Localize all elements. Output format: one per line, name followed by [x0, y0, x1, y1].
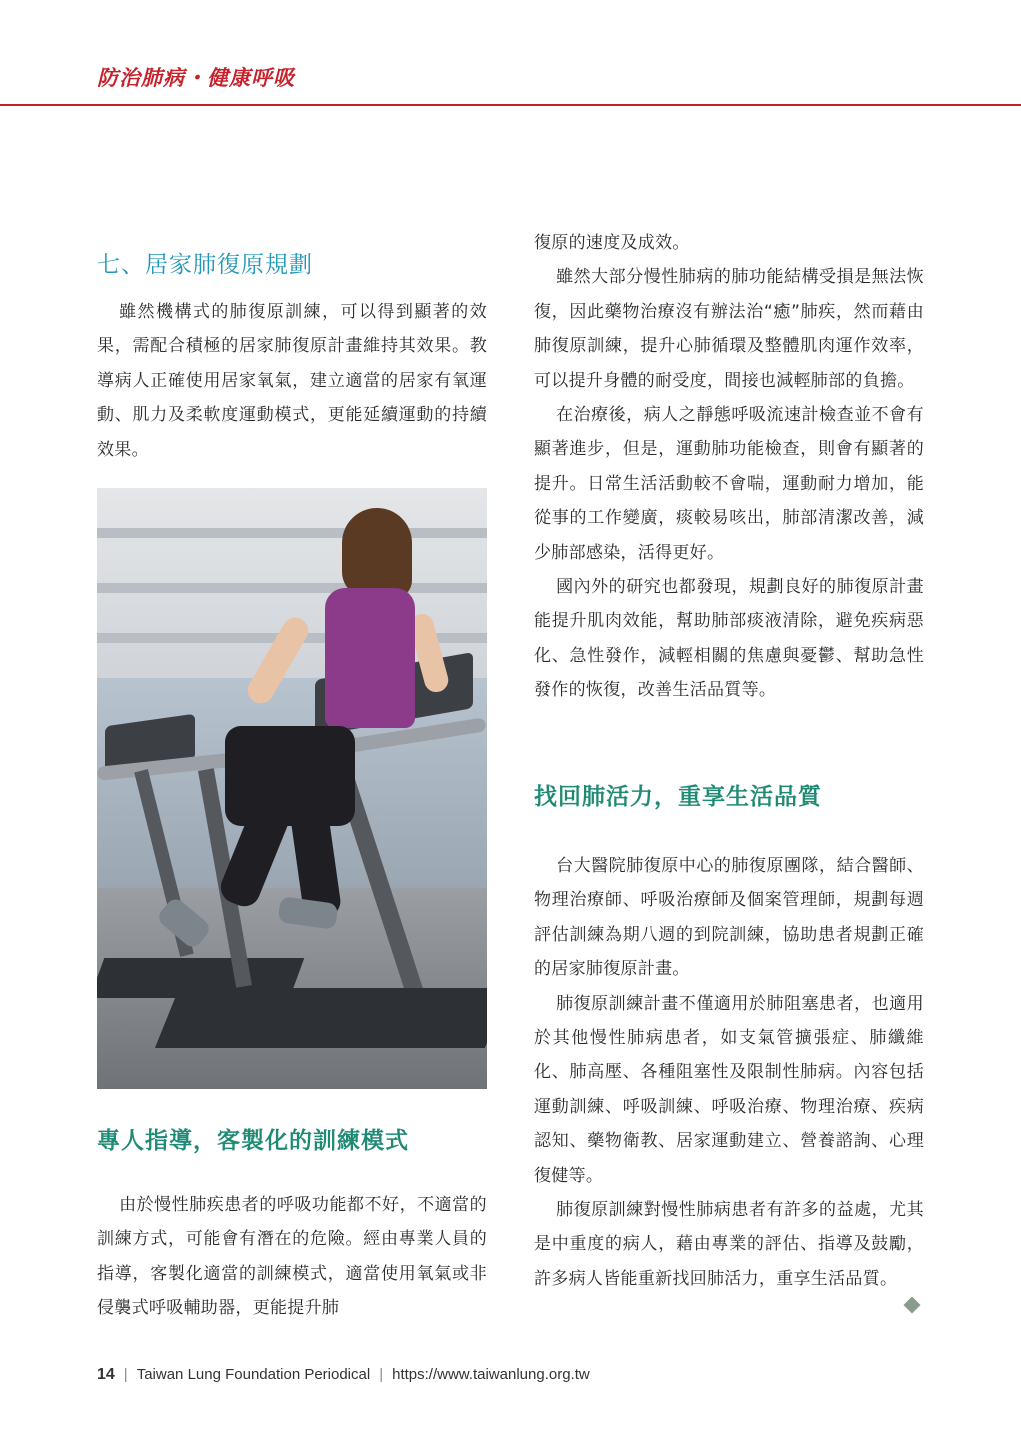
guidance-section — [97, 1122, 487, 1326]
right-paragraph: 國內外的研究也都發現，規劃良好的肺復原計畫能提升肌肉效能，幫助肺部痰液清除，避免疾病惡化、急性發作，減輕相關的焦慮與憂鬱、幫助急性發作的恢復，改善生活品質等。 — [534, 577, 924, 701]
running-header: 防治肺病・健康呼吸 — [97, 65, 295, 90]
vitality-section — [534, 778, 924, 1296]
page-number: 14 — [97, 1366, 115, 1383]
continuation-paragraph: 復原的速度及成效。 — [534, 233, 690, 253]
end-mark-icon — [904, 1297, 921, 1314]
guidance-heading: 專人指導，客製化的訓練模式 — [97, 1128, 409, 1154]
right-paragraph: 在治療後，病人之靜態呼吸流速計檢查並不會有顯著進步，但是，運動肺功能檢查，則會有顯著的提升。日常生活活動較不會喘，運動耐力增加，能從事的工作變廣，痰較易咳出，肺部清潔改善，減少肺部感染，活得更好。 — [534, 405, 924, 563]
page-footer: 14 | Taiwan Lung Foundation Periodical | https://www.taiwanlung.org.tw — [97, 1366, 590, 1383]
website-link[interactable]: https://www.taiwanlung.org.tw — [392, 1366, 590, 1383]
left-column — [97, 246, 487, 467]
treadmill-runner-photo — [97, 488, 487, 1089]
publication-name: Taiwan Lung Foundation Periodical — [136, 1366, 371, 1383]
right-column — [534, 226, 924, 708]
vitality-paragraph: 肺復原訓練計畫不僅適用於肺阻塞患者，也適用於其他慢性肺病患者，如支氣管擴張症、肺纖維化、肺高壓、各種阻塞性及限制性肺病。內容包括運動訓練、呼吸訓練、呼吸治療、物理治療、疾病認知、藥物衛教、居家運動建立、營養諮詢、心理復健等。 — [534, 993, 924, 1186]
section7-paragraph: 雖然機構式的肺復原訓練，可以得到顯著的效果，需配合積極的居家肺復原計畫維持其效果。教導病人正確使用居家氧氣，建立適當的居家有氧運動、肌力及柔軟度運動模式，更能延續運動的持續效果。 — [97, 302, 487, 460]
vitality-paragraph: 台大醫院肺復原中心的肺復原團隊，結合醫師、物理治療師、呼吸治療師及個案管理師，規劃每週評估訓練為期八週的到院訓練，協助患者規劃正確的居家肺復原計畫。 — [534, 856, 924, 980]
right-paragraph: 雖然大部分慢性肺病的肺功能結構受損是無法恢復，因此藥物治療沒有辦法治“癒”肺疾，然而藉由肺復原訓練，提升心肺循環及整體肌肉運作效率，可以提升身體的耐受度，間接也減輕肺部的負擔。 — [534, 267, 924, 391]
vitality-paragraph: 肺復原訓練對慢性肺病患者有許多的益處，尤其是中重度的病人，藉由專業的評估、指導及鼓勵，許多病人皆能重新找回肺活力，重享生活品質。 — [534, 1200, 924, 1289]
guidance-paragraph: 由於慢性肺疾患者的呼吸功能都不好，不適當的訓練方式，可能會有潛在的危險。經由專業人員的指導，客製化適當的訓練模式，適當使用氧氣或非侵襲式呼吸輔助器，更能提升肺 — [97, 1195, 487, 1319]
header-rule — [0, 104, 1021, 106]
vitality-heading: 找回肺活力，重享生活品質 — [534, 784, 822, 810]
section7-heading: 七、居家肺復原規劃 — [97, 252, 313, 278]
